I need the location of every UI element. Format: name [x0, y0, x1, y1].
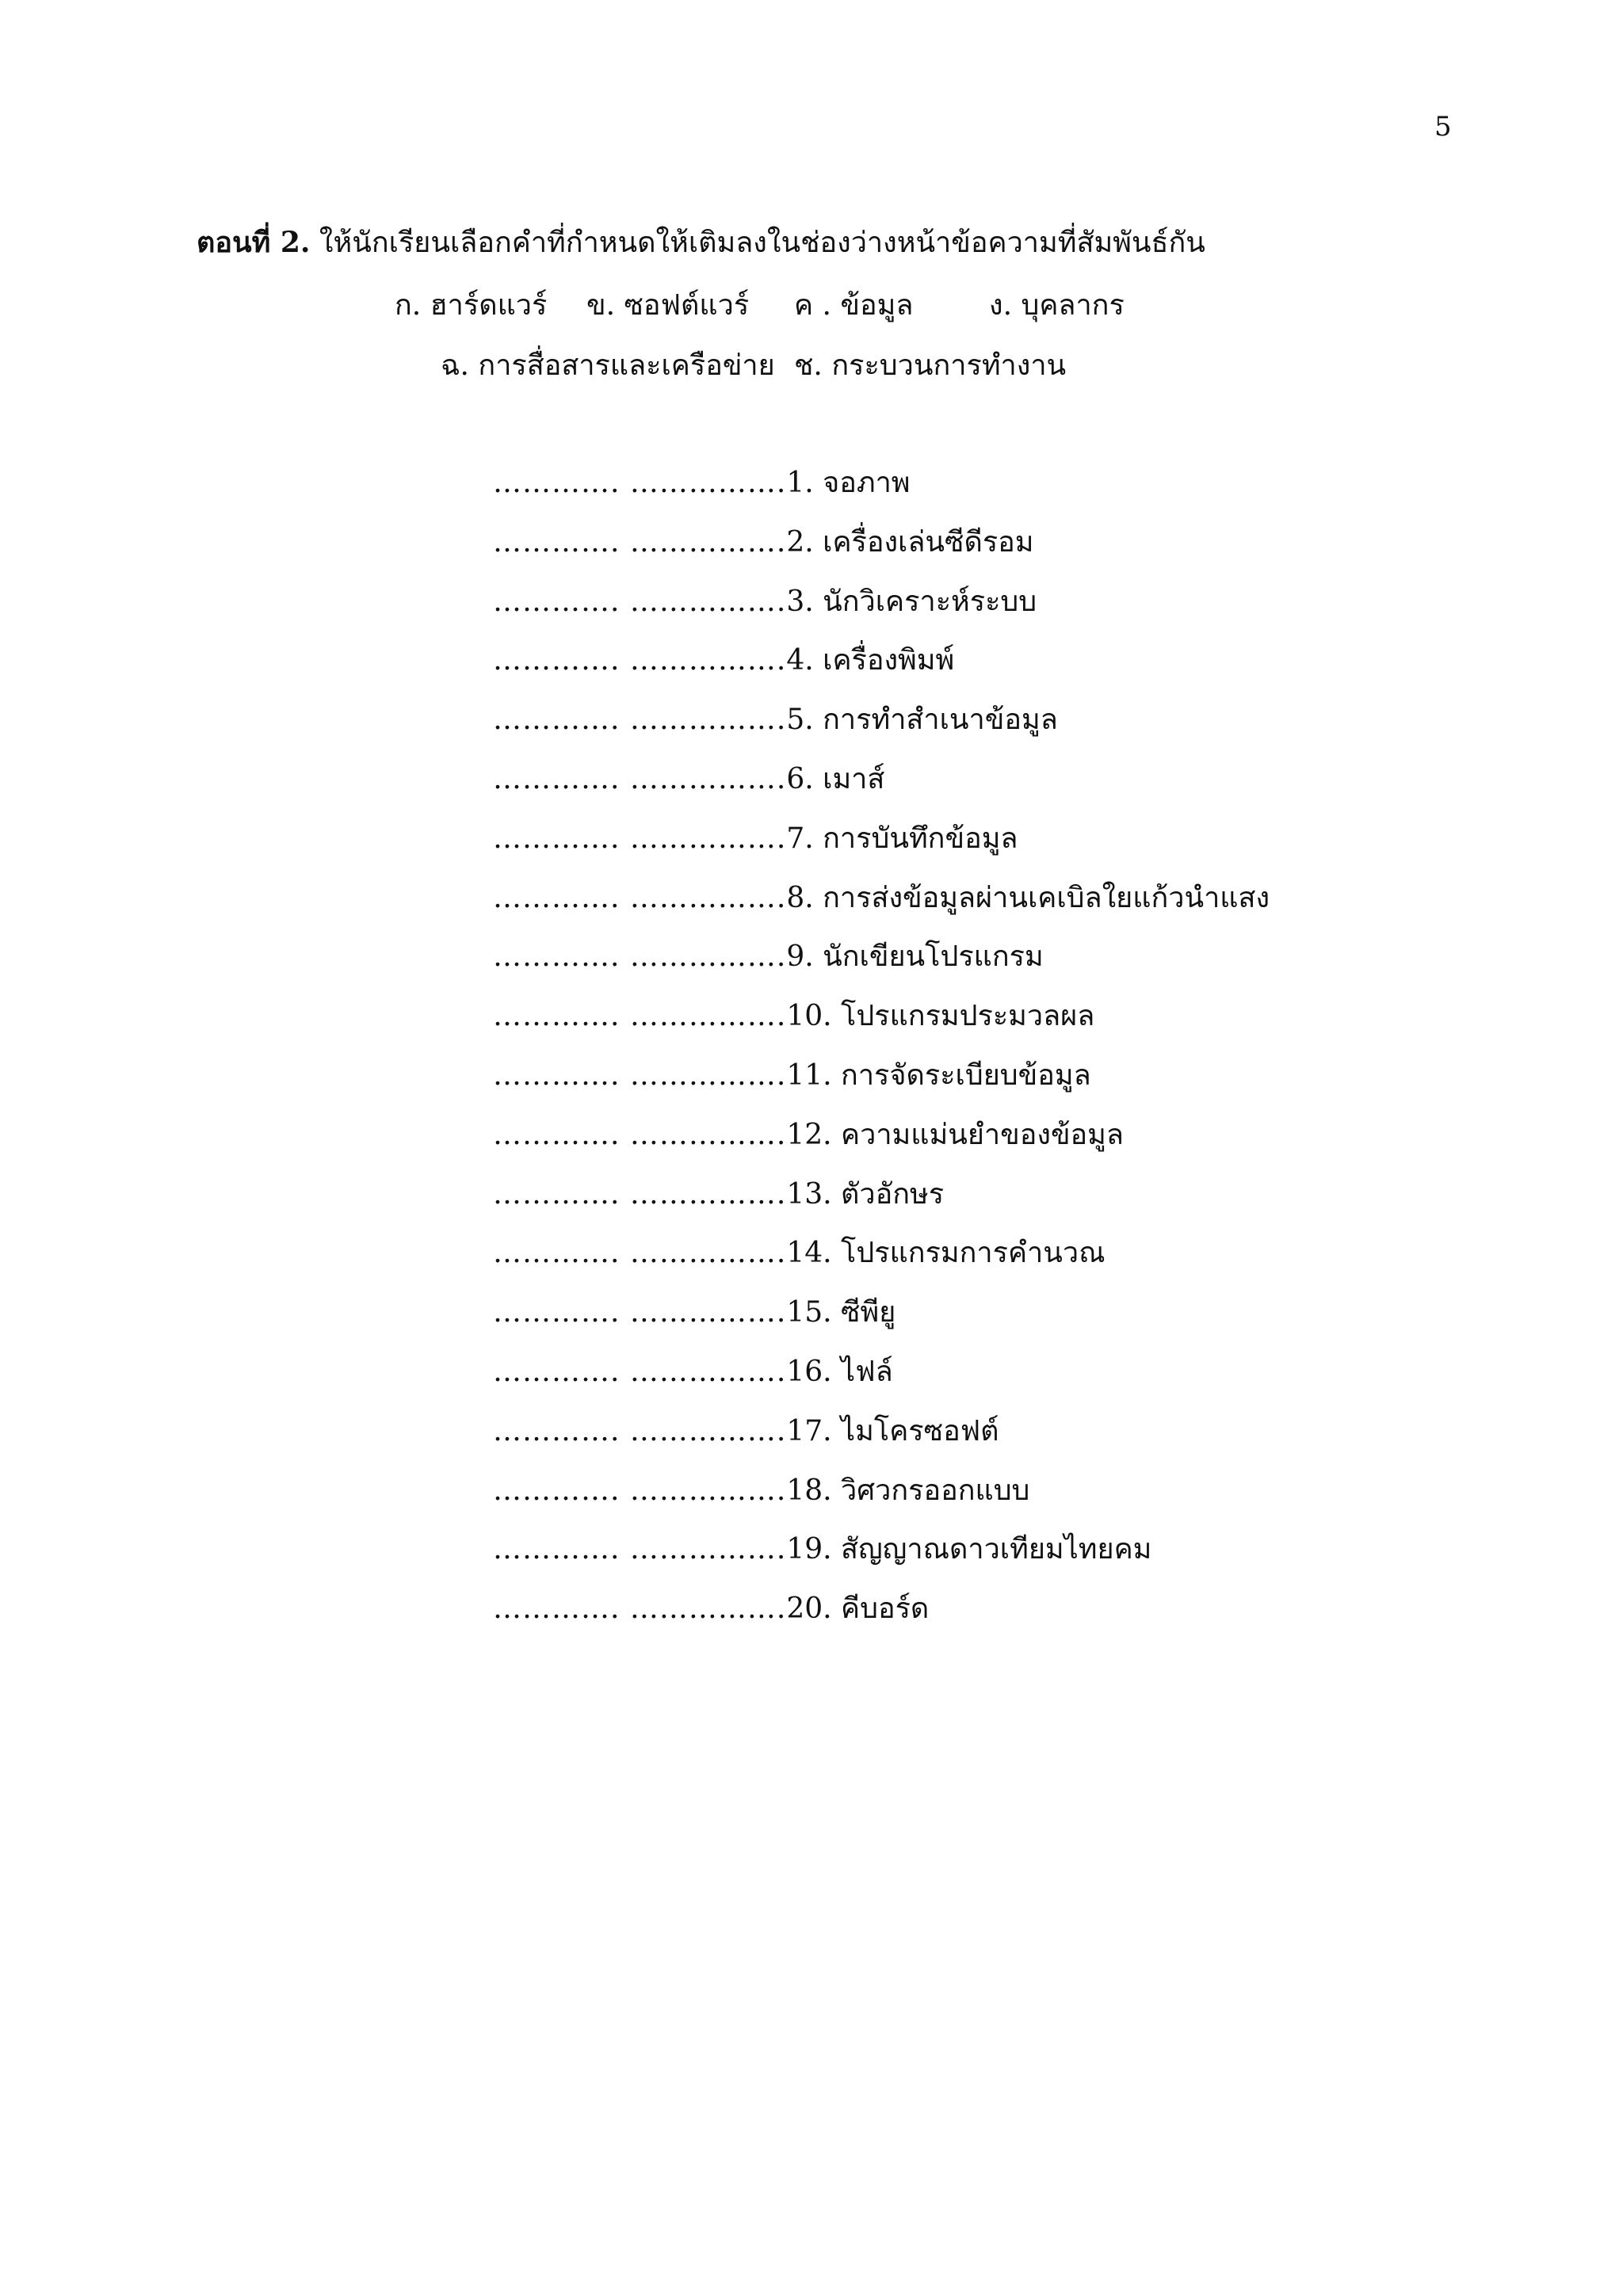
question-item	[493, 822, 1523, 881]
answer-blank[interactable]: …………. …………….	[493, 822, 787, 855]
question-item	[493, 643, 1523, 703]
answer-blank[interactable]: …………. …………….	[493, 644, 787, 677]
answer-blank[interactable]: …………. …………….	[493, 1058, 787, 1092]
question-text: 9. นักเขียนโปรแกรม	[786, 940, 1044, 974]
question-text: 7. การบันทึกข้อมูล	[786, 822, 1018, 855]
question-text: 15. ซีพียู	[786, 1296, 896, 1329]
question-item	[493, 466, 1523, 525]
question-text: 13. ตัวอักษร	[786, 1177, 945, 1211]
answer-blank[interactable]: …………. …………….	[493, 1533, 787, 1566]
option-b: ข. ซอฟต์แวร์	[586, 289, 750, 322]
answer-blank[interactable]: …………. …………….	[493, 467, 787, 499]
answer-blank[interactable]: …………. …………….	[493, 762, 787, 795]
question-item	[493, 1177, 1523, 1237]
question-text: 6. เมาส์	[786, 762, 885, 795]
page-number: 5	[1434, 111, 1452, 143]
question-text: 14. โปรแกรมการคำนวณ	[786, 1237, 1106, 1270]
question-text: 16. ไฟล์	[786, 1355, 893, 1388]
answer-blank[interactable]: …………. …………….	[493, 1414, 787, 1447]
question-item	[493, 1236, 1523, 1295]
question-item	[493, 1295, 1523, 1355]
option-c: ค . ข้อมูล	[794, 289, 914, 322]
answer-blank[interactable]: …………. …………….	[493, 1355, 787, 1388]
answer-blank[interactable]: …………. …………….	[493, 1118, 787, 1151]
answer-blank[interactable]: …………. …………….	[493, 704, 787, 737]
question-item	[493, 525, 1523, 585]
question-text: 19. สัญญาณดาวเทียมไทยคม	[786, 1533, 1152, 1566]
answer-blank[interactable]: …………. …………….	[493, 1237, 787, 1270]
question-text: 2. เครื่องเล่นซีดีรอม	[786, 525, 1034, 559]
question-item	[493, 940, 1523, 999]
question-text: 8. การส่งข้อมูลผ่านเคเบิลใยแก้วนำแสง	[786, 881, 1270, 914]
answer-blank[interactable]: …………. …………….	[493, 1296, 787, 1329]
answer-blank[interactable]: …………. …………….	[493, 940, 787, 974]
question-text: 20. คีบอร์ด	[786, 1592, 930, 1626]
question-text: 5. การทำสำเนาข้อมูล	[786, 704, 1058, 737]
answer-blank[interactable]: …………. …………….	[493, 1000, 787, 1033]
option-d: ง. บุคลากร	[989, 289, 1125, 322]
answer-blank[interactable]: …………. …………….	[493, 1177, 787, 1211]
question-item	[493, 703, 1523, 762]
question-item	[493, 1414, 1523, 1474]
answer-blank[interactable]: …………. …………….	[493, 525, 787, 559]
question-item	[493, 1532, 1523, 1592]
question-text: 11. การจัดระเบียบข้อมูล	[786, 1058, 1091, 1092]
question-item	[493, 1355, 1523, 1414]
question-text: 4. เครื่องพิมพ์	[786, 644, 955, 677]
question-item	[493, 1118, 1523, 1177]
question-text: 17. ไมโครซอฟต์	[786, 1414, 999, 1447]
question-item	[493, 881, 1523, 940]
question-text: 12. ความแม่นยำของข้อมูล	[786, 1118, 1124, 1151]
question-item	[493, 762, 1523, 822]
question-item	[493, 1474, 1523, 1533]
section-label: ตอนที่ 2.	[197, 226, 311, 259]
option-e: ฉ. การสื่อสารและเครือข่าย	[441, 349, 775, 382]
question-list	[493, 466, 1523, 1651]
answer-blank[interactable]: …………. …………….	[493, 1474, 787, 1507]
question-text: 10. โปรแกรมประมวลผล	[786, 1000, 1095, 1033]
question-text: 18. วิศวกรออกแบบ	[786, 1474, 1030, 1507]
answer-blank[interactable]: …………. …………….	[493, 585, 787, 618]
question-item	[493, 585, 1523, 644]
answer-blank[interactable]: …………. …………….	[493, 1592, 787, 1626]
option-f: ช. กระบวนการทำงาน	[794, 349, 1067, 382]
section-instruction: ให้นักเรียนเลือกคำที่กำหนดให้เติมลงในช่องว่างหน้าข้อความที่สัมพันธ์กัน	[319, 227, 1205, 259]
question-item	[493, 1592, 1523, 1651]
question-text: 1. จอภาพ	[786, 467, 911, 499]
option-a: ก. ฮาร์ดแวร์	[395, 289, 548, 322]
question-item	[493, 1058, 1523, 1118]
answer-blank[interactable]: …………. …………….	[493, 881, 787, 914]
question-text: 3. นักวิเคราะห์ระบบ	[786, 585, 1037, 618]
section-header	[197, 225, 1544, 261]
question-item	[493, 999, 1523, 1058]
